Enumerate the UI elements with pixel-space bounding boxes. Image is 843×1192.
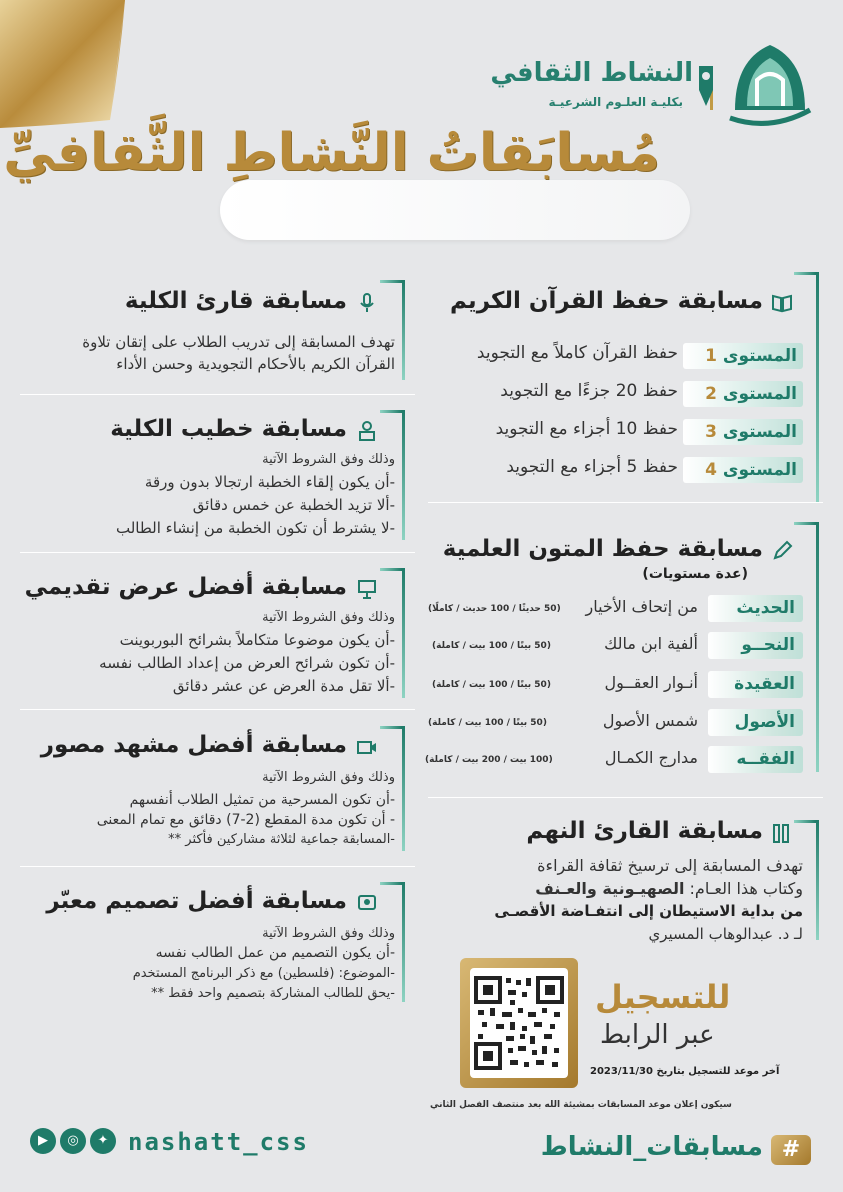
projector-icon — [356, 578, 378, 600]
subject-tag: الأصول — [708, 709, 803, 736]
book-levels: (50 بيتًا / 100 بيت / كاملة) — [432, 680, 551, 690]
camera-icon — [356, 736, 378, 758]
conditions-intro: وذلك وفق الشروط الآتية — [262, 770, 395, 785]
condition-item: - أن تكون مدة المقطع (2-7) دقائق مع تمام المعنى — [96, 812, 395, 828]
section-accent — [402, 568, 405, 698]
subject-tag: الحديث — [708, 595, 803, 622]
level-desc: حفظ 20 جزءًا مع التجويد — [500, 381, 678, 401]
conditions-intro: وذلك وفق الشروط الآتية — [262, 452, 395, 467]
quran-title: مسابقة حفظ القرآن الكريم — [450, 288, 763, 314]
brand-subtitle: بكليـة العلـوم الشرعيـة — [548, 95, 683, 109]
reader-book-subtitle: من بداية الاستيطان إلى انتفـاضة الأقصـى — [494, 902, 803, 920]
book-name: أنـوار العقــول — [604, 673, 698, 692]
section-accent — [794, 272, 816, 275]
conditions-intro: وذلك وفق الشروط الآتية — [262, 610, 395, 625]
divider — [428, 797, 823, 798]
section-accent — [794, 522, 816, 525]
subject-tag: النحــو — [708, 632, 803, 659]
level-desc: حفظ 5 أجزاء مع التجويد — [506, 457, 678, 477]
social-handle[interactable]: nashatt_css — [128, 1128, 309, 1156]
conditions-intro: وذلك وفق الشروط الآتية — [262, 926, 395, 941]
youtube-icon[interactable]: ▶ — [30, 1128, 56, 1154]
register-subheading: عبر الرابط — [600, 1020, 715, 1050]
activity-logo-icon — [697, 64, 715, 108]
section-accent — [816, 522, 819, 772]
level-tag: المستوى 2 — [683, 381, 803, 407]
condition-item: -أن يكون إلقاء الخطبة ارتجالا بدون ورقة — [144, 473, 395, 491]
hashtag-text[interactable]: مسابقات_النشاط — [540, 1132, 763, 1162]
reader-desc: تهدف المسابقة إلى ترسيخ ثقافة القراءة — [537, 856, 803, 875]
section-accent — [380, 726, 402, 729]
section-accent — [816, 820, 819, 940]
condition-item: -يحق للطالب المشاركة بتصميم واحد فقط ** — [151, 986, 395, 1001]
design-title: مسابقة أفضل تصميم معبّر — [46, 888, 347, 914]
divider — [20, 709, 415, 710]
condition-item: -ألا تزيد الخطبة عن خمس دقائق — [192, 496, 395, 514]
subject-tag: العقيدة — [708, 671, 803, 698]
preacher-title: مسابقة خطيب الكلية — [110, 416, 347, 442]
mutoon-subtitle: (عدة مستويات) — [642, 566, 748, 582]
announcement-note: سيكون إعلان موعد المسابقات بمشيئة الله بعد منتصف الفصل الثاني — [430, 1100, 732, 1110]
book-levels: (100 بيت / 200 بيت / كاملة) — [425, 755, 553, 765]
reader-book: وكتاب هذا العـام: الصهيـونية والعـنف — [535, 879, 803, 898]
book-name: من إتحاف الأخيار — [585, 597, 698, 616]
section-accent — [402, 410, 405, 540]
reciter-desc: القرآن الكريم بالأحكام التجويدية وحسن الأداء — [116, 355, 395, 373]
pen-icon — [771, 540, 793, 562]
microphone-icon — [356, 292, 378, 314]
title-banner — [220, 180, 690, 240]
level-tag: المستوى 3 — [683, 419, 803, 445]
level-desc: حفظ 10 أجزاء مع التجويد — [495, 419, 678, 439]
reader-title: مسابقة القارئ النهم — [526, 818, 763, 844]
social-icons — [30, 1128, 120, 1154]
subject-tag: الفقــه — [708, 746, 803, 773]
section-accent — [380, 410, 402, 413]
condition-item: -أن تكون المسرحية من تمثيل الطلاب أنفسهم — [129, 792, 395, 808]
section-accent — [816, 272, 819, 502]
divider — [20, 552, 415, 553]
brand-title: النشاط الثقافي — [490, 58, 693, 88]
register-heading: للتسجيل — [595, 978, 731, 1016]
condition-item: -المسابقة جماعية لثلاثة مشاركين فأكثر ** — [168, 832, 395, 847]
design-icon — [356, 892, 378, 914]
section-accent — [402, 882, 405, 1002]
book-icon — [771, 292, 793, 314]
book-name: شمس الأصول — [602, 711, 698, 730]
condition-item: -أن يكون موضوعا متكاملاً بشرائح البوربوينت — [119, 631, 395, 649]
presentation-title: مسابقة أفضل عرض تقديمي — [24, 574, 347, 600]
reciter-title: مسابقة قارئ الكلية — [124, 288, 347, 314]
podium-icon — [356, 420, 378, 442]
condition-item: -ألا تقل مدة العرض عن عشر دقائق — [172, 677, 395, 695]
divider — [20, 394, 415, 395]
condition-item: -لا يشترط أن تكون الخطبة من إنشاء الطالب — [116, 519, 395, 537]
section-accent — [380, 568, 402, 571]
college-logo — [725, 40, 815, 130]
section-accent — [402, 280, 405, 380]
section-accent — [402, 726, 405, 851]
book-levels: (50 بيتًا / 100 بيت / كاملة) — [432, 641, 551, 651]
qr-pattern — [470, 968, 568, 1078]
corner-fold-decoration — [0, 0, 130, 130]
section-accent — [794, 820, 816, 823]
level-tag: المستوى 4 — [683, 457, 803, 483]
section-accent — [380, 280, 402, 283]
registration-deadline: آخر موعد للتسجيل بتاريخ 2023/11/30 — [590, 1066, 780, 1077]
book-levels: (50 حديثًا / 100 حديث / كاملًا) — [428, 604, 561, 614]
reciter-desc: تهدف المسابقة إلى تدريب الطلاب على إتقان تلاوة — [82, 333, 395, 351]
scene-title: مسابقة أفضل مشهد مصور — [40, 732, 347, 758]
condition-item: -أن تكون شرائح العرض من إعداد الطالب نفسه — [99, 654, 395, 672]
divider — [428, 502, 823, 503]
condition-item: -أن يكون التصميم من عمل الطالب نفسه — [155, 945, 395, 961]
section-accent — [380, 882, 402, 885]
twitter-icon[interactable]: ✦ — [90, 1128, 116, 1154]
book-name: مدارج الكمـال — [604, 748, 698, 767]
divider — [20, 866, 415, 867]
page-title: مُسابَقاتُ النَّشاطِ الثَّقافيِّ — [3, 123, 660, 183]
book-name: ألفية ابن مالك — [604, 634, 698, 653]
level-tag: المستوى 1 — [683, 343, 803, 369]
bookshelf-icon — [771, 822, 793, 844]
instagram-icon[interactable]: ◎ — [60, 1128, 86, 1154]
book-levels: (50 بيتًا / 100 بيت / كاملة) — [428, 718, 547, 728]
qr-code[interactable] — [470, 968, 568, 1078]
mutoon-title: مسابقة حفظ المتون العلمية — [442, 536, 763, 562]
condition-item: -الموضوع: (فلسطين) مع ذكر البرنامج المستخدم — [132, 966, 395, 981]
reader-author: لـ د. عبدالوهاب المسيري — [648, 925, 803, 943]
hashtag-icon: # — [771, 1135, 811, 1165]
level-desc: حفظ القرآن كاملاً مع التجويد — [476, 343, 678, 363]
